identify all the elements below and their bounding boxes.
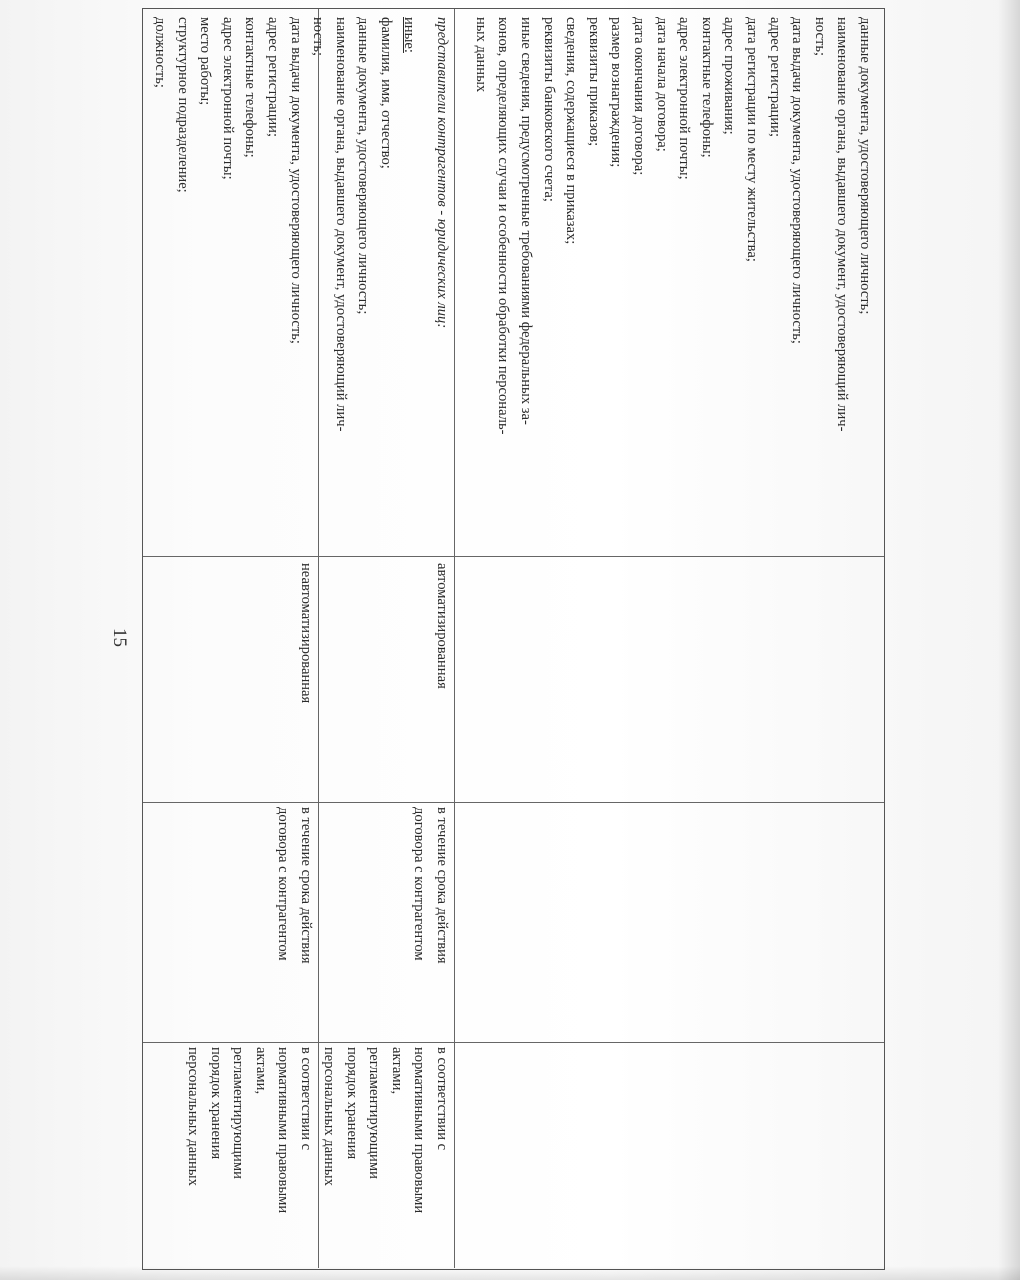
list-item: контактные телефоны; [698, 17, 715, 158]
page-bottom-shadow [0, 1266, 1020, 1280]
list-item: сведения, содержащиеся в приказах; [563, 17, 580, 245]
list-item: должность; [152, 17, 169, 88]
second-block-label [397, 17, 420, 53]
list-item: ных данных [472, 17, 489, 93]
others-label: иные: [401, 17, 417, 53]
top-block-lines [469, 17, 876, 434]
row-1-processing-term: в течение срока действия договора с контрагентом [411, 807, 450, 964]
page-edge-shadow [998, 0, 1020, 1280]
row-divider-1 [454, 9, 455, 1268]
list-item: адрес электронной почты; [676, 17, 693, 180]
column-divider-1 [143, 556, 884, 557]
second-block-lines [148, 17, 397, 431]
page-number: 15 [109, 628, 130, 647]
list-item: данные документа, удостоверяющего личность; [857, 17, 873, 315]
list-item: размер вознаграждения; [608, 17, 625, 168]
list-item: адрес регистрации; [766, 17, 783, 138]
list-item: фамилия, имя, отчество; [378, 17, 394, 169]
list-item: наименование органа, выдавшего документ, удостоверяющий лич- [332, 17, 349, 432]
list-item: дата окончания договора; [631, 17, 648, 176]
list-item: конов, определяющих случаи и особенности обработки персональ- [495, 17, 512, 435]
list-item: дата выдачи документа, удостоверяющего личность; [287, 17, 304, 344]
list-item: структурное подразделение; [174, 17, 191, 193]
column-divider-3 [143, 1042, 884, 1043]
row-1-storage-term: в соответствии с нормативными правовыми актами, регламентирующими порядок хранения персональных данных [321, 1047, 450, 1214]
list-item: ность; [811, 17, 828, 57]
list-item: адрес проживания; [721, 17, 738, 135]
row-2-processing-term: в течение срока действия договора с контрагентом [275, 807, 314, 964]
list-item: реквизиты приказов; [585, 17, 602, 147]
list-item: адрес электронной почты; [219, 17, 236, 180]
list-item: дата начала договора; [653, 17, 670, 152]
row-1-method: автоматизированная [434, 563, 450, 689]
list-item: ность; [310, 17, 327, 57]
list-item: контактные телефоны; [242, 17, 259, 158]
list-item: реквизиты банковского счета; [540, 17, 557, 202]
row-2-storage-term: в соответствии с нормативными правовыми актами, регламентирующими порядок хранения персональных данных [185, 1047, 314, 1214]
list-item: наименование органа, выдавшего документ, удостоверяющий лич- [834, 17, 851, 432]
row-2-method: неавтоматизированная [298, 563, 314, 704]
list-item: дата регистрации по месту жительства; [744, 17, 761, 262]
list-item: данные документа, удостоверяющего личность; [355, 17, 372, 315]
section-heading: представители контрагентов - юридических лиц: [434, 17, 450, 329]
list-item: дата выдачи документа, удостоверяющего личность; [789, 17, 806, 344]
list-item: адрес регистрации; [265, 17, 282, 138]
list-item: иные сведения, предусмотренные требованиями федеральных за- [518, 17, 535, 425]
data-table [142, 8, 885, 1270]
column-divider-2 [143, 802, 884, 803]
list-item: место работы; [197, 17, 214, 106]
